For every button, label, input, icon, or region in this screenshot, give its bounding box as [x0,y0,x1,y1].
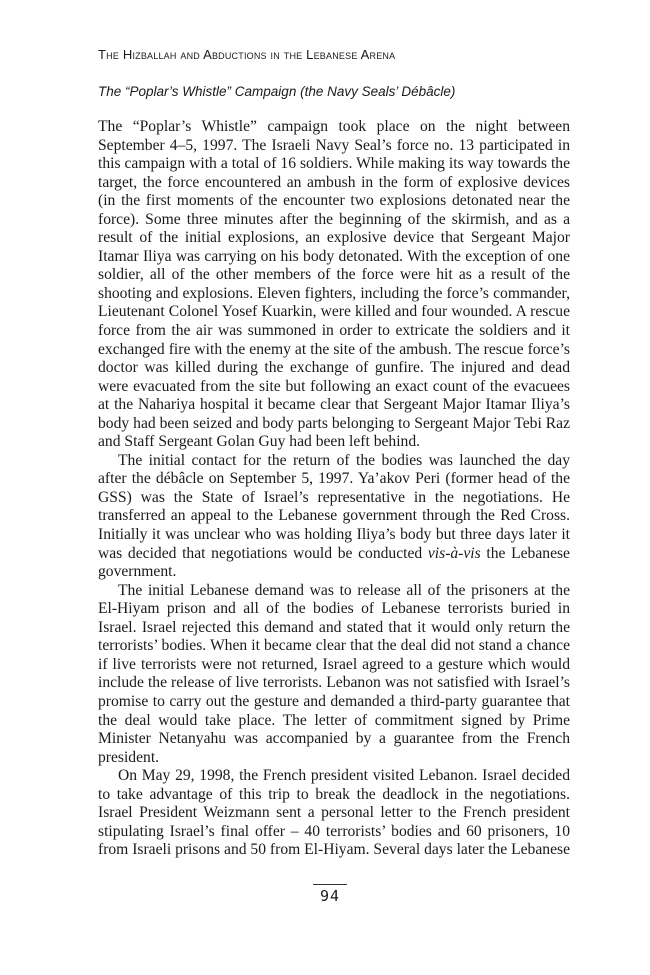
running-header: The Hizballah and Abductions in the Lebanese Arena [98,47,396,62]
paragraph-2-text-end: the Lebanese government. [98,544,570,581]
paragraph-2-text-start: The initial contact for the return of the bodies was launched the day after the débâcle on September 5, 1997. Ya’akov Peri (former head of the GSS) was the State of Israel’s representative in the negotiations. He transferred an appeal to the Lebanese government through the Red Cross. Initially it was unclear who was holding Iliya’s body but three days later it was decided that negotiations would be conducted [98,451,570,562]
paragraph-4: On May 29, 1998, the French president visited Lebanon. Israel decided to take advantage of this trip to break the deadlock in the negotiations. Israel President Weizmann sent a personal letter to the French president stipulating Israel’s final offer – 40 terrorists’ bodies and 60 prisoners, 10 from Israeli prisons and 50 from El-Hiyam. Several days later the Lebanese [98,767,570,859]
paragraph-3: The initial Lebanese demand was to release all of the prisoners at the El-Hiyam prison and all of the bodies of Lebanese terrorists buried in Israel. Israel rejected this demand and stated that it would only return the terrorists’ bodies. When it became clear that the deal did not stand a chance if live terrorists were not returned, Israel agreed to a gesture which would include the release of live terrorists. Lebanon was not satisfied with Israel’s promise to carry out the gesture and demanded a third-party guarantee that the deal would take place. The letter of commitment signed by Prime Minister Netanyahu was accompanied by a guarantee from the French president. [98,581,570,766]
body-text [98,118,570,860]
paragraph-2 [98,452,570,582]
page-number-rule [313,884,347,885]
page-number: 94 [319,887,341,905]
paragraph-1: The “Poplar’s Whistle” campaign took place on the night between September 4–5, 1997. The Israeli Navy Seal’s force no. 13 participated in this campaign with a total of 16 soldiers. While making its way towards the target, the force encountered an ambush in the form of explosive devices (in the first moments of the encounter two explosions detonated near the force). Some three minutes after the beginning of the skirmish, and as a result of the initial explosions, an explosive device that Sergeant Major Itamar Iliya was carrying on his body detonated. With the exception of one soldier, all of the other members of the force were hit as a result of the shooting and explosions. Eleven fighters, including the force’s commander, Lieutenant Colonel Yosef Kuarkin, were killed and four wounded. A rescue force from the air was summoned in order to extricate the soldiers and it exchanged fire with the enemy at the site of the ambush. The rescue force’s doctor was killed during the exchange of gunfire. The injured and dead were evacuated from the site but following an exact count of the evacuees at the Nahariya hospital it became clear that Sergeant Major Itamar Iliya’s body had been seized and body parts belonging to Sergeant Major Tebi Raz and Staff Sergeant Golan Guy had been left behind. [98,118,570,451]
section-title: The “Poplar’s Whistle” Campaign (the Navy Seals’ Débâcle) [98,84,456,99]
italic-phrase: vis-à-vis [427,544,481,562]
